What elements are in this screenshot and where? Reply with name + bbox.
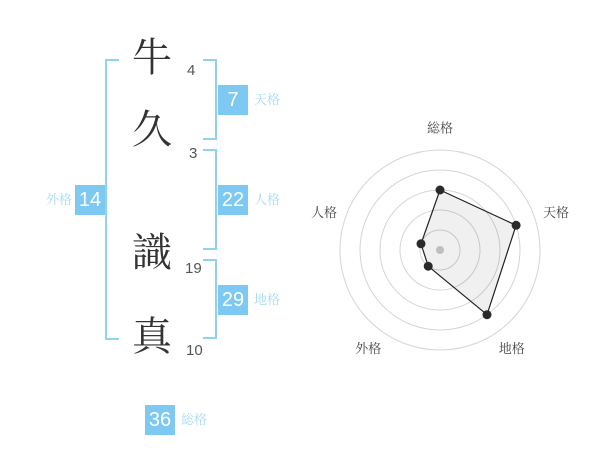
radar-axis-label: 外格 (355, 341, 382, 357)
radar-axis-label: 地格 (498, 341, 525, 357)
stroke-count: 3 (189, 145, 198, 162)
tenkaku-label: 天格 (254, 92, 281, 107)
jinkaku-label: 人格 (254, 192, 281, 207)
radar-data-polygon (421, 190, 516, 315)
radar-data-point (483, 310, 492, 319)
radar-axis-label: 人格 (310, 204, 338, 220)
soukaku-label: 総格 (181, 412, 208, 427)
stroke-count: 4 (187, 62, 196, 79)
fortune-radar-chart (310, 115, 580, 375)
radar-center-dot (436, 246, 444, 254)
gaikaku-bracket (105, 59, 119, 340)
tenkaku-value-badge: 7 (218, 85, 248, 115)
name-character: 久 (132, 108, 172, 152)
radar-chart-svg (310, 115, 580, 375)
gaikaku-label: 外格 (45, 192, 72, 207)
radar-data-point (424, 262, 433, 271)
stroke-count: 19 (185, 260, 202, 277)
stroke-count: 10 (186, 342, 203, 359)
name-character: 識 (132, 231, 172, 275)
radar-data-point (436, 186, 445, 195)
soukaku-value-badge: 36 (145, 405, 175, 435)
radar-data-point (512, 221, 521, 230)
chikaku-bracket (203, 259, 217, 339)
gaikaku-value-badge: 14 (75, 185, 105, 215)
name-character: 真 (132, 315, 172, 359)
jinkaku-bracket (203, 149, 217, 250)
radar-data-point (417, 239, 426, 248)
jinkaku-value-badge: 22 (218, 185, 248, 215)
radar-axis-label: 総格 (426, 120, 454, 136)
name-character: 牛 (132, 36, 172, 80)
tenkaku-bracket (203, 59, 217, 140)
radar-axis-label: 天格 (542, 204, 570, 220)
chikaku-label: 地格 (254, 292, 281, 307)
chikaku-value-badge: 29 (218, 285, 248, 315)
